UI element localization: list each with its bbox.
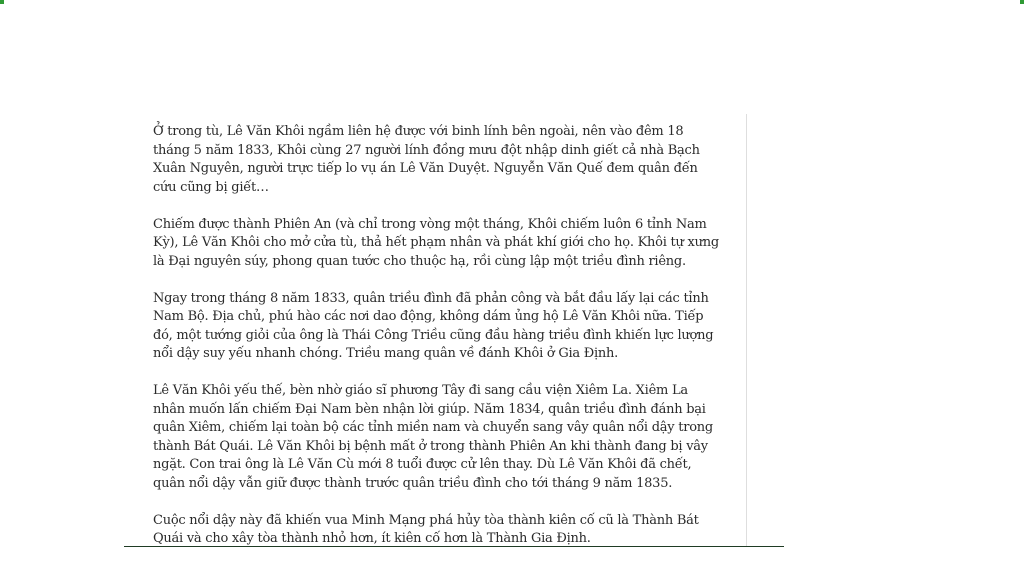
article-paragraph-2: Chiếm được thành Phiên An (và chỉ trong vòng một tháng, Khôi chiếm luôn 6 tỉnh Nam Kỳ), Lê Văn Khôi cho mở cửa tù, thả hết phạm nhân và phát khí giới cho họ. Khôi tự xưng là Đại nguyên súy, phong quan tước cho thuộc hạ, rồi cùng lập một triều đình riêng. bbox=[153, 216, 719, 269]
bottom-divider bbox=[124, 546, 784, 547]
corner-marker-left bbox=[0, 0, 4, 4]
article-paragraph-4: Lê Văn Khôi yếu thế, bèn nhờ giáo sĩ phương Tây đi sang cầu viện Xiêm La. Xiêm La nhân muốn lấn chiếm Đại Nam bèn nhận lời giúp. Năm 1834, quân triều đình đánh bại quân Xiêm, chiếm lại toàn bộ các tỉnh miền nam và chuyển sang vây quân nổi dậy trong thành Bát Quái. Lê Văn Khôi bị bệnh mất ở trong thành Phiên An khi thành đang bị vây ngặt. Con trai ông là Lê Văn Cù mới 8 tuổi được cử lên thay. Dù Lê Văn Khôi đã chết, quân nổi dậy vẫn giữ được thành trước quân triều đình cho tới tháng 9 năm 1835. bbox=[153, 383, 713, 491]
article-paragraph-3: Ngay trong tháng 8 năm 1833, quân triều đình đã phản công và bắt đầu lấy lại các tỉnh Nam Bộ. Địa chủ, phú hào các nơi dao động, không dám ủng hộ Lê Văn Khôi nữa. Tiếp đó, một tướng giỏi của ông là Thái Công Triều cũng đầu hàng triều đình khiến lực lượng nổi dậy suy yếu nhanh chóng. Triều mang quân về đánh Khôi ở Gia Định. bbox=[153, 290, 714, 361]
corner-marker-right bbox=[1020, 0, 1024, 4]
article-frame[interactable] bbox=[124, 114, 747, 547]
article-body bbox=[153, 123, 721, 547]
article-paragraph-5: Cuộc nổi dậy này đã khiến vua Minh Mạng phá hủy tòa thành kiên cố cũ là Thành Bát Quái và cho xây tòa thành nhỏ hơn, ít kiên cố hơn là Thành Gia Định. bbox=[153, 512, 699, 546]
article-paragraph-1: Ở trong tù, Lê Văn Khôi ngầm liên hệ được với binh lính bên ngoài, nên vào đêm 18 tháng 5 năm 1833, Khôi cùng 27 người lính đồng mưu đột nhập dinh giết cả nhà Bạch Xuân Nguyên, người trực tiếp lo vụ án Lê Văn Duyệt. Nguyễn Văn Quế đem quân đến cứu cũng bị giết… bbox=[153, 124, 700, 195]
